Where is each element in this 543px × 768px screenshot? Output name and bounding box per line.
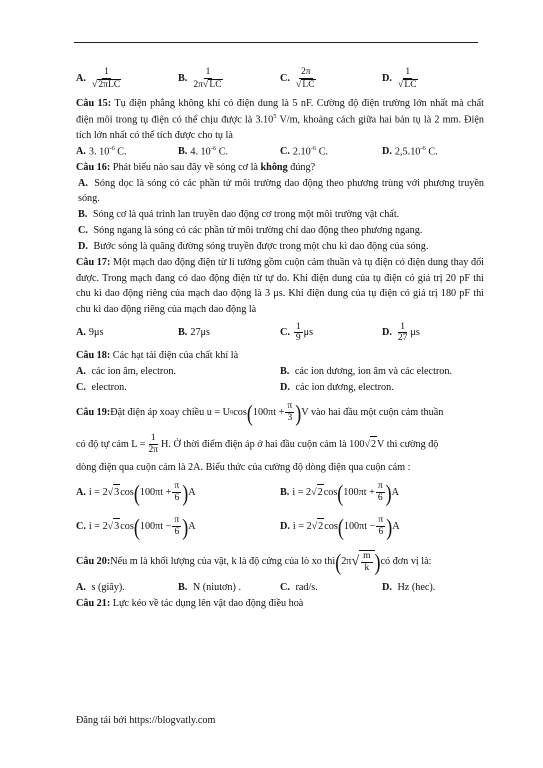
q19-options-row1 (76, 476, 484, 510)
q15-option-b[interactable]: B. 4. $10^{-6}$ C. (178, 144, 229, 158)
q20-option-c[interactable]: C. rad/s. (280, 581, 318, 593)
question-17: Câu 17: Một mạch dao động điện từ lí tưởng gồm cuộn cảm thuần và tụ điện có điện dung thay đổi được. Trong mạch đang có dao động điện từ tự do. Khi điện dung của tụ điện có giá trị 20 pF thì chu kì dao động riêng của mạch dao động là 3 μs. Khi điện dung của tụ điện có giá trị 180 pF thì chu kì dao động riêng của mạch dao động là (76, 256, 484, 316)
q19-option-c[interactable]: C. i = 2 √ 3 cos ( 100πt − $\frac{\pi}{6}$ ) A (76, 513, 196, 540)
q18-option-b[interactable]: B. các ion dương, ion âm và các electron. (280, 365, 453, 377)
q17-options (76, 318, 484, 348)
q17-option-b[interactable]: B. 27μs (178, 327, 210, 339)
q15-option-a[interactable]: A. 3. $10^{-6}$ C. (76, 144, 127, 158)
question-15: Câu 15: Tụ điện phẳng không khí có điện dung là 5 nF. Cường độ điện trường lớn nhất mà chất điện môi trong tụ điện có thể chịu được là 3.10$^5$ V/m, khoảng cách giữa hai bản tụ là 2 mm. Điện tích lớn nhất có thể tích được cho tụ là (76, 98, 484, 142)
q19-line-3: dòng điện qua cuộn cảm là 2A. Biểu thức của cường độ dòng điện qua cuộn cảm : (76, 461, 411, 473)
q20-option-b[interactable]: B. N (niutơn) . (178, 581, 242, 593)
q19-options-row2 (76, 510, 484, 544)
q15-options (76, 144, 484, 160)
question-21: Câu 21: Lực kéo về tác dụng lên vật dao động điều hoà (76, 597, 304, 609)
q17-option-d[interactable]: D. $\frac{1}{27}$ μs (382, 321, 420, 344)
q19-option-b[interactable]: B. i = 2 √ 2 cos ( 100πt + $\frac{\pi}{6}$ ) A (280, 479, 400, 506)
question-20: Câu 20: Nếu m là khối lượng của vật, k là độ cứng của lò xo thì ( 2π √ $\frac{m}{k}$ ) có đơn vị là: (76, 548, 432, 575)
q19-line-2: có độ tự cảm L = $\frac{1}{2\pi}$ H. Ở thời điểm điện áp ở hai đầu cuộn cảm là 100 √ 2 V thì cường độ (76, 433, 439, 456)
q15-option-d[interactable]: D. $2,5.10^{-6}$ C. (382, 144, 438, 158)
q19-option-d[interactable]: D. i = 2 √ 2 cos ( 100πt − $\frac{\pi}{6}$ ) A (280, 513, 400, 540)
q16-option-d[interactable]: D. Bước sóng là quãng đường sóng truyền được trong một chu kì dao động của sóng. (78, 240, 429, 252)
q20-option-d[interactable]: D. Hz (hec). (382, 581, 436, 593)
exam-content (76, 62, 484, 611)
q16-option-c[interactable]: C. Sóng ngang là sóng có các phần tử môi trường chỉ dao động theo phương ngang. (78, 225, 423, 237)
q20-options (76, 580, 484, 596)
q19-option-a[interactable]: A. i = 2 √ 3 cos ( 100πt + $\frac{\pi}{6}$ ) A (76, 479, 196, 506)
question-16: Câu 16: Phát biểu nào sau đây về sóng cơ là không đúng? (76, 161, 316, 173)
question-18: Câu 18: Các hạt tải điện của chất khí là (76, 349, 239, 361)
header-rule (74, 42, 478, 43)
q18-option-a[interactable]: A. các ion âm, electron. (76, 365, 177, 377)
q16-option-b[interactable]: B. Sóng cơ là quá trình lan truyền dao động cơ trong một môi trường vật chất. (78, 209, 400, 221)
prev-options (76, 62, 484, 96)
q17-option-a[interactable]: A. 9μs (76, 327, 104, 339)
q18-option-c[interactable]: C. electron. (76, 381, 127, 393)
prev-option-a[interactable]: A. $\frac{1}{\text{√2πLC}}$ (76, 67, 121, 90)
q17-option-c[interactable]: C. $\frac{1}{9}$ μs (280, 321, 314, 344)
q20-option-a[interactable]: A. s (giây). (76, 581, 125, 593)
q18-options-row2 (76, 380, 484, 396)
prev-option-b[interactable]: B. $\frac{1}{2\pi√LC}$ (178, 67, 222, 90)
q18-options-row1 (76, 364, 484, 380)
q18-option-d[interactable]: D. các ion dương, electron. (280, 381, 394, 393)
footer-source: Đăng tải bởi https://blogvatly.com (76, 715, 216, 726)
q16-option-a[interactable]: A. Sóng dọc là sóng có các phần tử môi trường dao động theo phương trùng với phương truyền sóng. (78, 177, 484, 205)
prev-option-c[interactable]: C. $\frac{2\pi}{√LC}$ (280, 67, 315, 90)
question-19: Câu 19: Đặt điện áp xoay chiều u = U 0 cos ( 100πt + $\frac{\pi}{3}$ ) V vào hai đầu một cuộn cảm thuần (76, 399, 444, 426)
q15-option-c[interactable]: C. $2.10^{-6}$ C. (280, 144, 329, 158)
prev-option-d[interactable]: D. $\frac{1}{√LC}$ (382, 67, 417, 90)
